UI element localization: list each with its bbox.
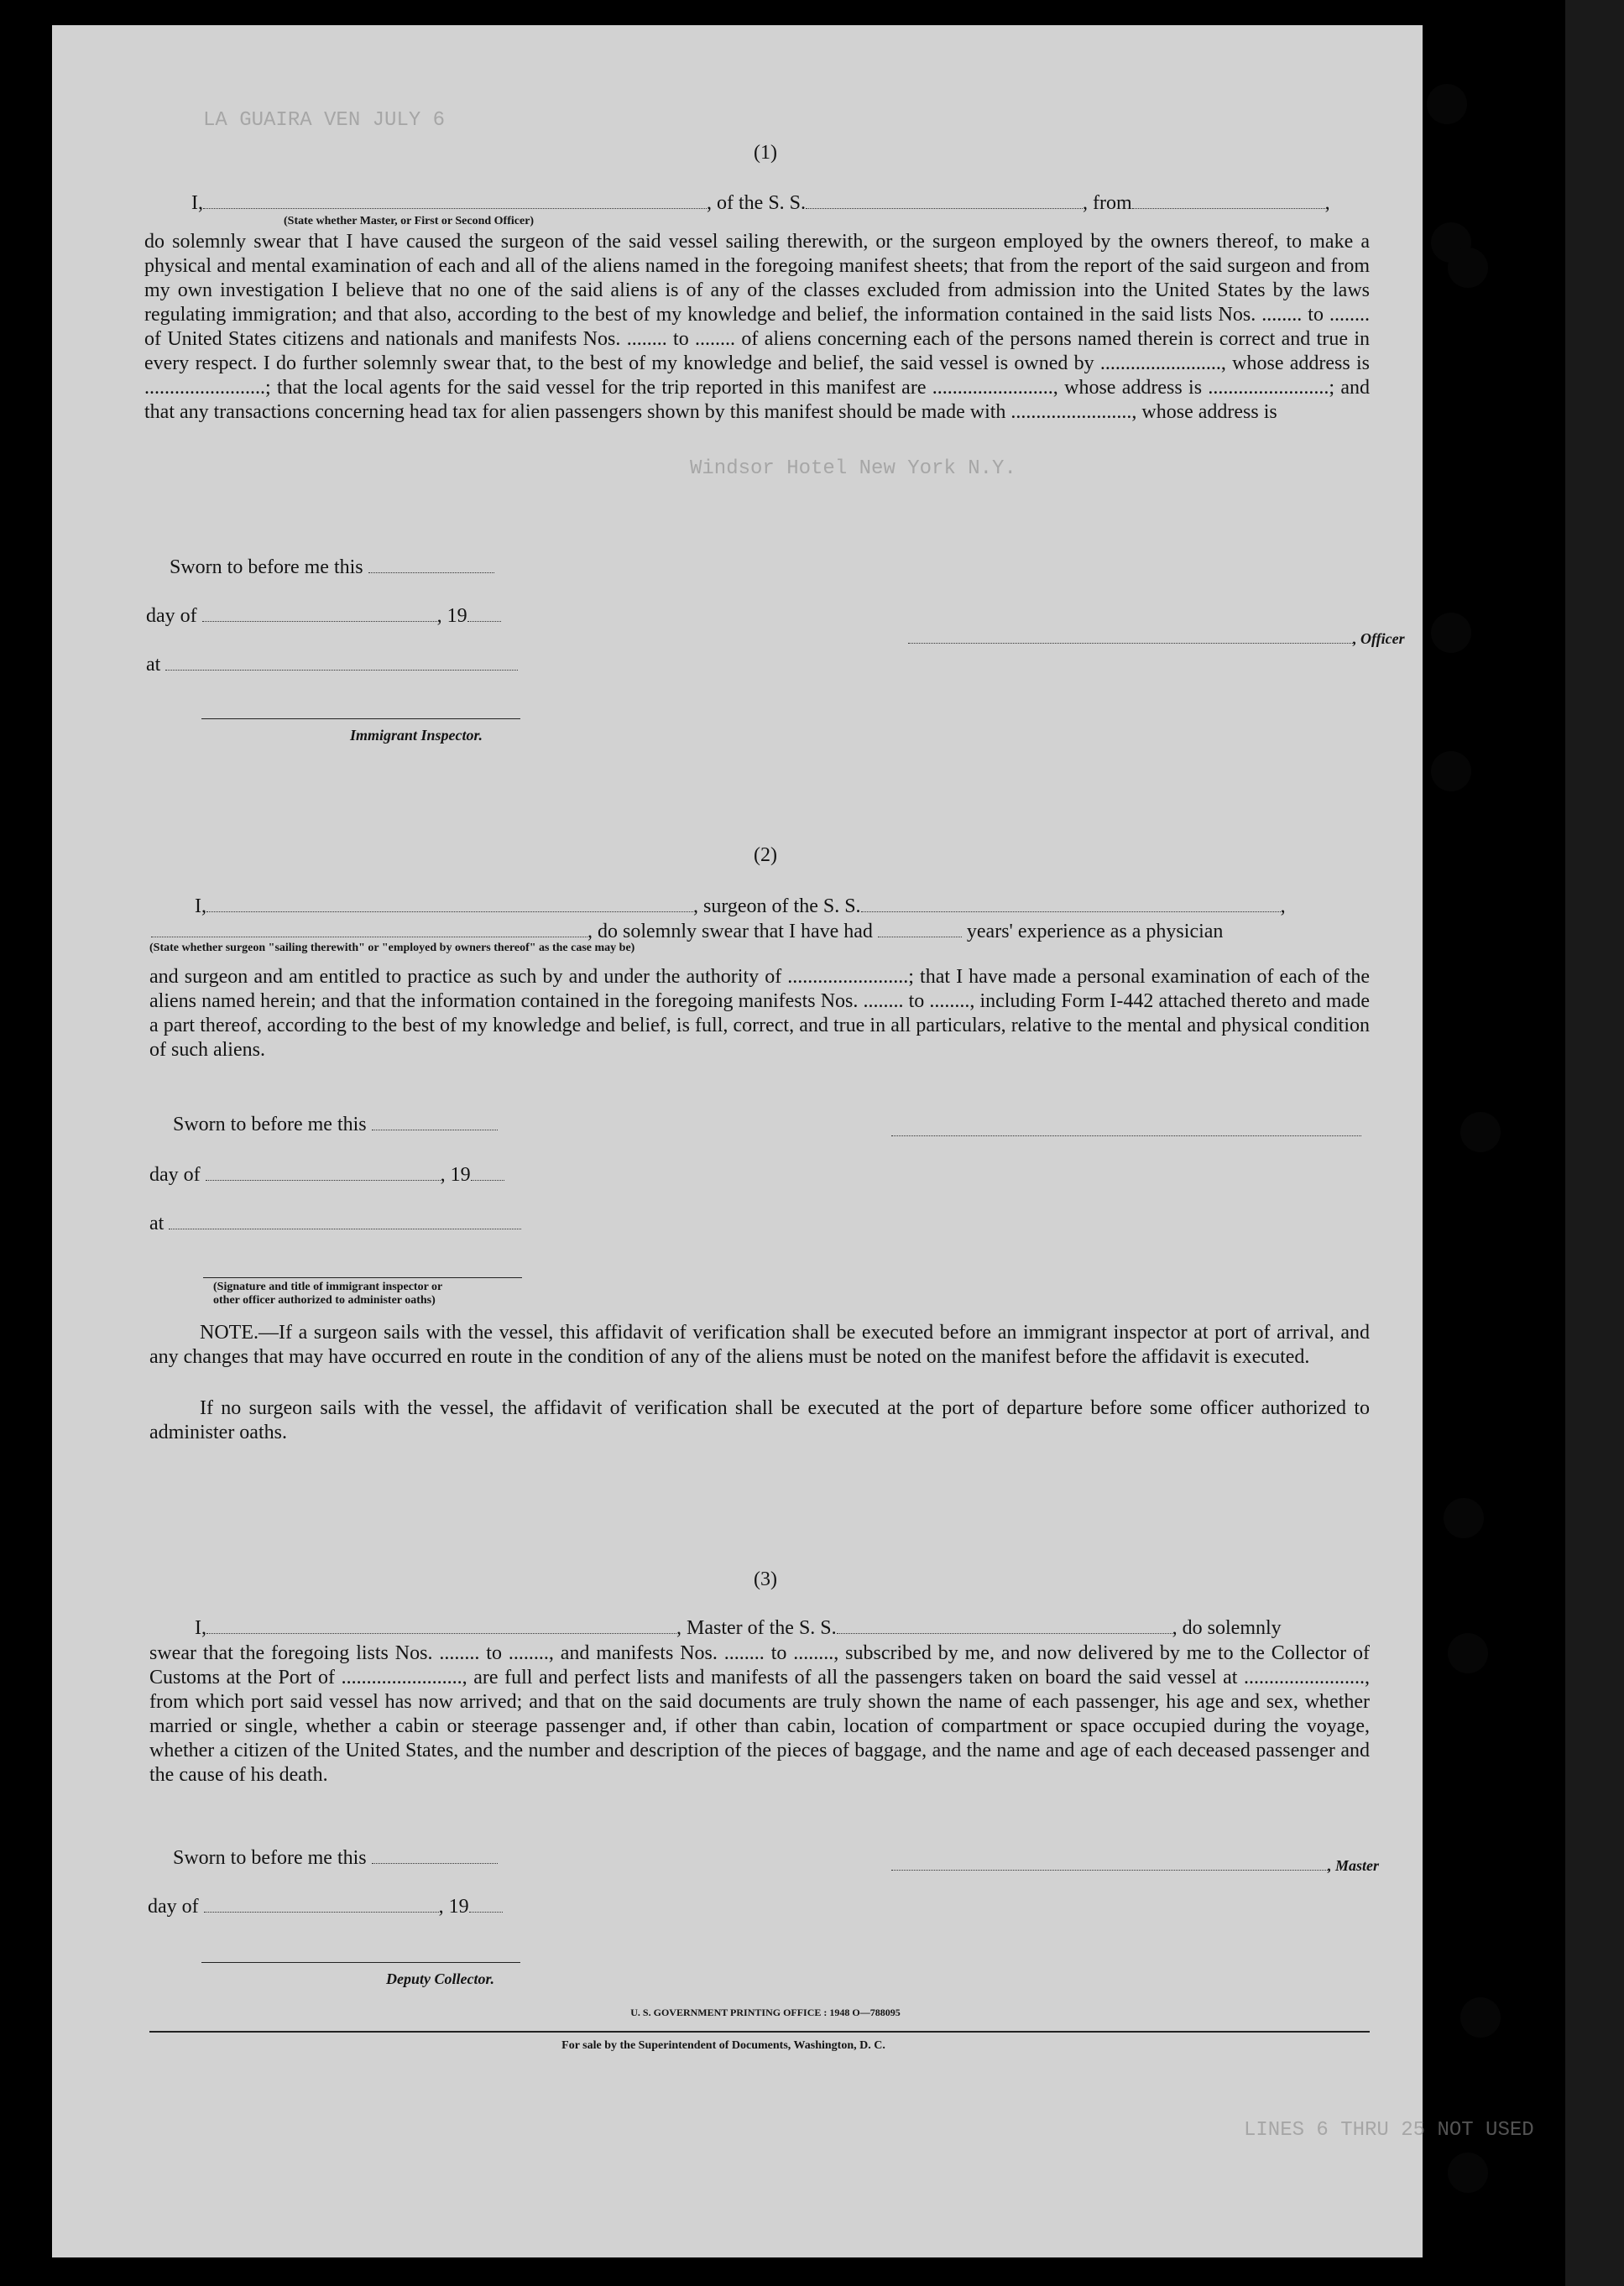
section-3-body: swear that the foregoing lists Nos. ........ to ........, and manifests Nos. ........ to ........, subscribed by me, and now delivered by me to the Collector of Customs at the Port of ........................, are full and perfect lists and manifests of all the passengers taken on board the said vessel at ........................, from which port said vessel has now arrived; and that on the said documents are truly shown the name of each passenger, his age and sex, whether married or single, whether a cabin or steerage passenger and, if other than cabin, location of compartment or space occupied during the voyage, whether a citizen of the United States, and the number and description of the pieces of baggage, and the name and age of each deceased passenger and the cause of his death. <box>149 1642 1370 1786</box>
section-1-day: day of , 19 <box>146 604 501 628</box>
punch-hole <box>1460 1997 1501 2038</box>
immigrant-inspector-label: Immigrant Inspector. <box>350 727 483 744</box>
bleed-through-text: LINES 6 THRU 25 NOT USED <box>1244 2119 1534 2142</box>
section-3-line1: I, , Master of the S. S. , do solemnly <box>195 1617 1282 1639</box>
section-2-note: NOTE.—If a surgeon sails with the vessel, this affidavit of verification shall be executed before an immigrant inspector at port of arrival, and any changes that may have occurred en route in the condition of any of the aliens must be noted on the manifest before the affidavit is executed. <box>149 1322 1370 1368</box>
punch-hole <box>1448 248 1488 288</box>
officer-signature: , Officer <box>908 626 1405 650</box>
punch-hole <box>1460 1112 1501 1152</box>
section-2-day: day of , 19 <box>149 1163 504 1187</box>
deputy-line <box>201 1962 520 1963</box>
inspector-line-2 <box>203 1277 522 1278</box>
section-1-body: do solemnly swear that I have caused the surgeon of the said vessel sailing therewith, or the surgeon employed by the owners thereof, to make a physical and mental examination of each and all of the aliens named in the foregoing manifest sheets; that from the report of the said surgeon and from my own investigation I believe that no one of the said aliens is of any of the classes excluded from admission into the United States by the laws regulating immigration; and that also, according to the best of my knowledge and belief, the information contained in the said lists Nos. ........ to ........ of United States citizens and nationals and manifests Nos. ........ to ........ of aliens concerning each of the persons named therein is correct and true in every respect. I do further solemnly swear that, to the best of my knowledge and belief, the said vessel is owned by ........................, whose address is ........................; that the local agents for the said vessel for the trip reported in this manifest are ........................, whose address is ........................; and that any transactions concerning head tax for alien passengers shown by this manifest should be made with ........................, whose address is <box>144 231 1370 423</box>
punch-hole <box>1448 1633 1488 1673</box>
section-2-body: and surgeon and am entitled to practice as such by and under the authority of ........................; that I have made a personal examination of each of the aliens named herein; and that the information contained in the foregoing manifests Nos. ........ to ........, including Form I-442 attached thereto and made a part thereof, according to the best of my knowledge and belief, is full, correct, and true in all particulars, relative to the mental and physical condition of such aliens. <box>149 966 1370 1061</box>
punch-hole <box>1431 613 1471 653</box>
section-3-sworn: Sworn to before me this <box>173 1846 498 1870</box>
deputy-collector-label: Deputy Collector. <box>386 1970 494 1987</box>
section-3-day: day of , 19 <box>148 1895 503 1918</box>
binder-edge <box>1565 0 1624 2286</box>
sig-caption-2: other officer authorized to administer oaths) <box>213 1294 436 1307</box>
section-1-number: (1) <box>754 142 777 164</box>
punch-hole <box>1431 751 1471 791</box>
punch-hole <box>1427 84 1467 124</box>
bleed-through-text: LA GUAIRA VEN JULY 6 <box>203 109 446 132</box>
section-2-caption: (State whether surgeon "sailing therewith" or "employed by owners thereof" as the case may be) <box>149 942 635 954</box>
section-1-sworn: Sworn to before me this <box>170 556 494 579</box>
inspector-line <box>201 718 520 719</box>
footer-rule <box>149 2031 1370 2033</box>
section-2-sworn: Sworn to before me this <box>173 1113 498 1136</box>
sig-caption-1: (Signature and title of immigrant inspector or <box>213 1281 443 1293</box>
section-2-number: (2) <box>754 844 777 866</box>
master-signature: , Master <box>891 1853 1379 1877</box>
section-1-line1: I, , of the S. S. , from , <box>191 192 1330 214</box>
section-3-number: (3) <box>754 1568 777 1590</box>
printing-office: U. S. GOVERNMENT PRINTING OFFICE : 1948 O—788095 <box>630 2007 901 2018</box>
section-2-line2: , do solemnly swear that I have had years' experience as a physician <box>151 920 1223 943</box>
surgeon-signature-line <box>891 1135 1361 1136</box>
bleed-through-text: Windsor Hotel New York N.Y. <box>690 457 1016 480</box>
punch-hole <box>1448 2153 1488 2193</box>
for-sale: For sale by the Superintendent of Documents, Washington, D. C. <box>561 2039 885 2052</box>
section-1-caption: (State whether Master, or First or Second Officer) <box>284 215 535 227</box>
punch-hole <box>1444 1498 1484 1538</box>
form-page <box>52 25 1534 2257</box>
section-2-note-2: If no surgeon sails with the vessel, the affidavit of verification shall be executed at the port of departure before some officer authorized to administer oaths. <box>149 1397 1370 1443</box>
section-1-at: at <box>146 653 518 676</box>
section-2-line1: I, , surgeon of the S. S. , <box>195 895 1286 917</box>
section-2-at: at <box>149 1212 521 1235</box>
